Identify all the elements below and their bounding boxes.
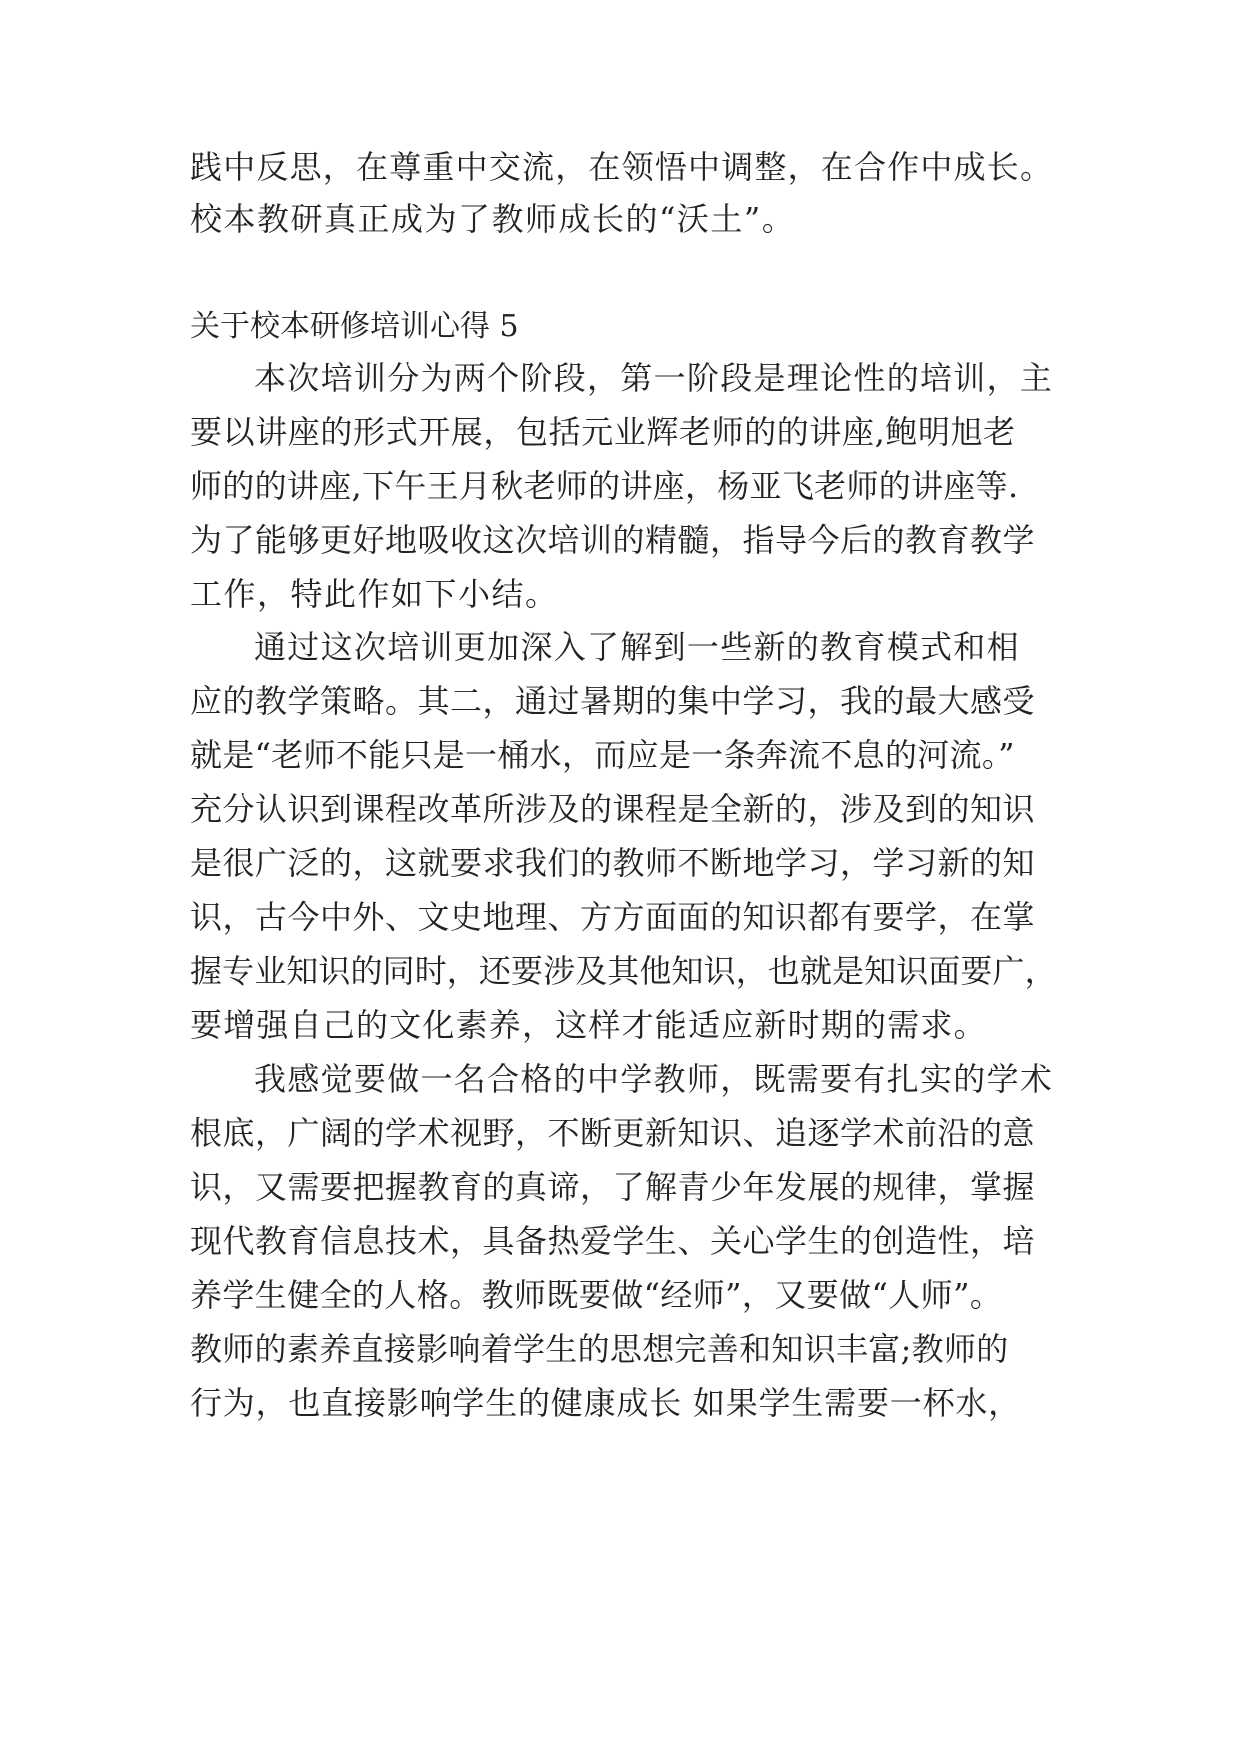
paragraph-2-line-3: 就是“老师不能只是一桶水，而应是一条奔流不息的河流。” — [190, 736, 1015, 774]
paragraph-1-line-2: 要以讲座的形式开展，包括元业辉老师的的讲座,鲍明旭老 — [190, 413, 1016, 451]
paragraph-3-line-4: 现代教育信息技术，具备热爱学生、关心学生的创造性，培 — [190, 1222, 1036, 1260]
paragraph-2-line-4: 充分认识到课程改革所涉及的课程是全新的，涉及到的知识 — [190, 790, 1036, 828]
paragraph-1-line-4: 为了能够更好地吸收这次培训的精髓，指导今后的教育教学 — [190, 521, 1036, 559]
paragraph-1-line-3: 师的的讲座,下午王月秋老师的讲座，杨亚飞老师的讲座等. — [190, 467, 1019, 505]
paragraph-3-line-3: 识，又需要把握教育的真谛，了解青少年发展的规律，掌握 — [190, 1168, 1036, 1206]
paragraph-3-line-7: 行为，也直接影响学生的健康成长 如果学生需要一杯水， — [190, 1384, 1021, 1422]
section-heading: 关于校本研修培训心得 5 — [190, 309, 519, 344]
continuation-line-2: 校本教研真正成为了教师成长的“沃土”。 — [190, 200, 796, 238]
paragraph-2-line-5: 是很广泛的，这就要求我们的教师不断地学习，学习新的知 — [190, 844, 1036, 882]
paragraph-2-line-7: 握专业知识的同时，还要涉及其他知识，也就是知识面要广， — [190, 952, 1057, 990]
paragraph-1-line-1: 本次培训分为两个阶段，第一阶段是理论性的培训，主 — [254, 359, 1054, 397]
paragraph-2-line-8: 要增强自己的文化素养，这样才能适应新时期的需求。 — [190, 1006, 987, 1044]
continuation-line-1: 践中反思，在尊重中交流，在领悟中调整，在合作中成长。 — [190, 148, 1054, 186]
paragraph-2-line-1: 通过这次培训更加深入了解到一些新的教育模式和相 — [254, 628, 1020, 666]
paragraph-3-line-2: 根底，广阔的学术视野，不断更新知识、追逐学术前沿的意 — [190, 1114, 1036, 1152]
paragraph-2-line-2: 应的教学策略。其二，通过暑期的集中学习，我的最大感受 — [190, 682, 1036, 720]
paragraph-1-line-5: 工作，特此作如下小结。 — [190, 575, 559, 613]
paragraph-3-line-1: 我感觉要做一名合格的中学教师，既需要有扎实的学术 — [254, 1060, 1054, 1098]
paragraph-2-line-6: 识，古今中外、文史地理、方方面面的知识都有要学，在掌 — [190, 898, 1036, 936]
paragraph-3-line-6: 教师的素养直接影响着学生的思想完善和知识丰富;教师的 — [190, 1330, 1009, 1368]
paragraph-3-line-5: 养学生健全的人格。教师既要做“经师”，又要做“人师”。 — [190, 1276, 1003, 1314]
